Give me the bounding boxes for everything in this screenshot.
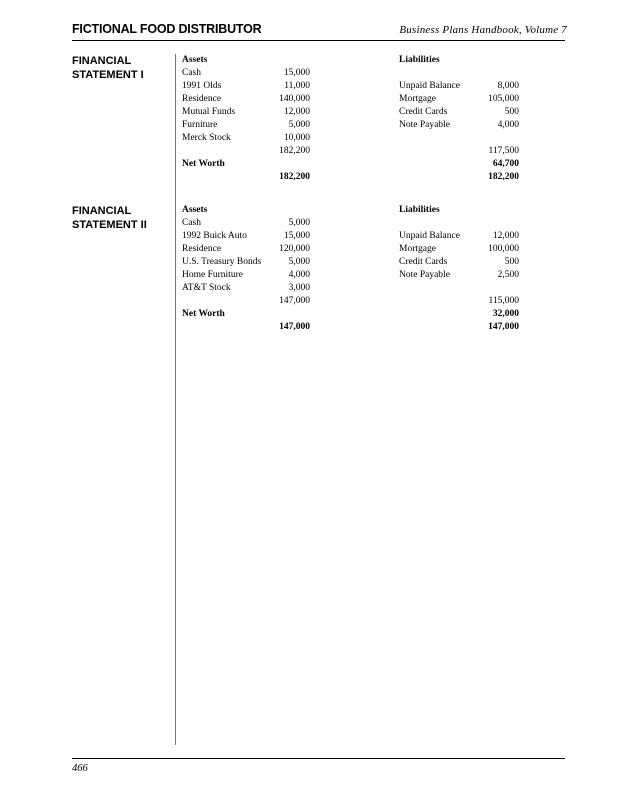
statement-1-title-line2: STATEMENT I [72, 69, 144, 81]
asset-label: Furniture [182, 120, 218, 130]
liability-value: 105,000 [488, 94, 519, 104]
liability-value: 4,000 [497, 120, 519, 130]
liability-value: 500 [504, 107, 519, 117]
liability-label: Unpaid Balance [399, 231, 460, 241]
asset-value: 11,000 [284, 81, 310, 91]
header-rule [72, 40, 565, 41]
liability-label: Credit Cards [399, 107, 448, 117]
statement-1-title-line1: FINANCIAL [72, 55, 132, 67]
liability-label: Note Payable [399, 120, 450, 130]
asset-value: 5,000 [288, 257, 310, 267]
asset-label: Residence [182, 244, 222, 254]
asset-label: 1992 Buick Auto [182, 231, 247, 241]
asset-label: 1991 Olds [182, 81, 222, 91]
asset-value: 5,000 [288, 120, 310, 130]
column-divider [175, 54, 176, 745]
asset-label: Home Furniture [182, 270, 243, 280]
assets-total: 147,000 [279, 322, 310, 332]
liabilities-subtotal: 115,000 [488, 296, 519, 306]
net-worth-label: Net Worth [182, 309, 225, 319]
asset-label: Cash [182, 218, 201, 228]
liability-label: Unpaid Balance [399, 81, 460, 91]
page-header-title: FICTIONAL FOOD DISTRIBUTOR [72, 22, 262, 36]
asset-value: 12,000 [283, 107, 310, 117]
liability-value: 500 [504, 257, 519, 267]
asset-label: Cash [182, 68, 201, 78]
asset-value: 4,000 [288, 270, 310, 280]
assets-heading: Assets [182, 55, 208, 65]
net-worth-label: Net Worth [182, 159, 225, 169]
statement-2-title-line2: STATEMENT II [72, 219, 147, 231]
liability-value: 2,500 [497, 270, 519, 280]
asset-label: Mutual Funds [182, 107, 236, 117]
asset-value: 10,000 [283, 133, 310, 143]
asset-value: 15,000 [283, 68, 310, 78]
asset-value: 15,000 [283, 231, 310, 241]
liability-label: Mortgage [399, 244, 436, 254]
asset-value: 5,000 [288, 218, 310, 228]
assets-subtotal: 182,200 [279, 146, 310, 156]
footer-rule [72, 758, 565, 759]
asset-label: AT&T Stock [182, 283, 231, 293]
page-number: 466 [72, 763, 88, 774]
assets-subtotal: 147,000 [279, 296, 310, 306]
asset-label: U.S. Treasury Bonds [182, 257, 262, 267]
liabilities-total: 182,200 [488, 172, 519, 182]
liability-label: Note Payable [399, 270, 450, 280]
net-worth-value: 32,000 [492, 309, 519, 319]
liabilities-heading: Liabilities [399, 55, 440, 65]
liability-value: 100,000 [488, 244, 519, 254]
liability-value: 12,000 [492, 231, 519, 241]
asset-label: Merck Stock [182, 133, 231, 143]
asset-value: 3,000 [288, 283, 310, 293]
asset-label: Residence [182, 94, 222, 104]
net-worth-value: 64,700 [492, 159, 519, 169]
assets-heading: Assets [182, 205, 208, 215]
asset-value: 140,000 [279, 94, 310, 104]
statement-1-title [72, 54, 172, 82]
liability-label: Mortgage [399, 94, 436, 104]
liability-label: Credit Cards [399, 257, 448, 267]
page-header-publication: Business Plans Handbook, Volume 7 [399, 24, 567, 36]
asset-value: 120,000 [279, 244, 310, 254]
statement-2-title-line1: FINANCIAL [72, 205, 132, 217]
assets-total: 182,200 [279, 172, 310, 182]
statement-2-title [72, 204, 172, 232]
liabilities-heading: Liabilities [399, 205, 440, 215]
liability-value: 8,000 [497, 81, 519, 91]
liabilities-total: 147,000 [488, 322, 519, 332]
liabilities-subtotal: 117,500 [488, 146, 519, 156]
